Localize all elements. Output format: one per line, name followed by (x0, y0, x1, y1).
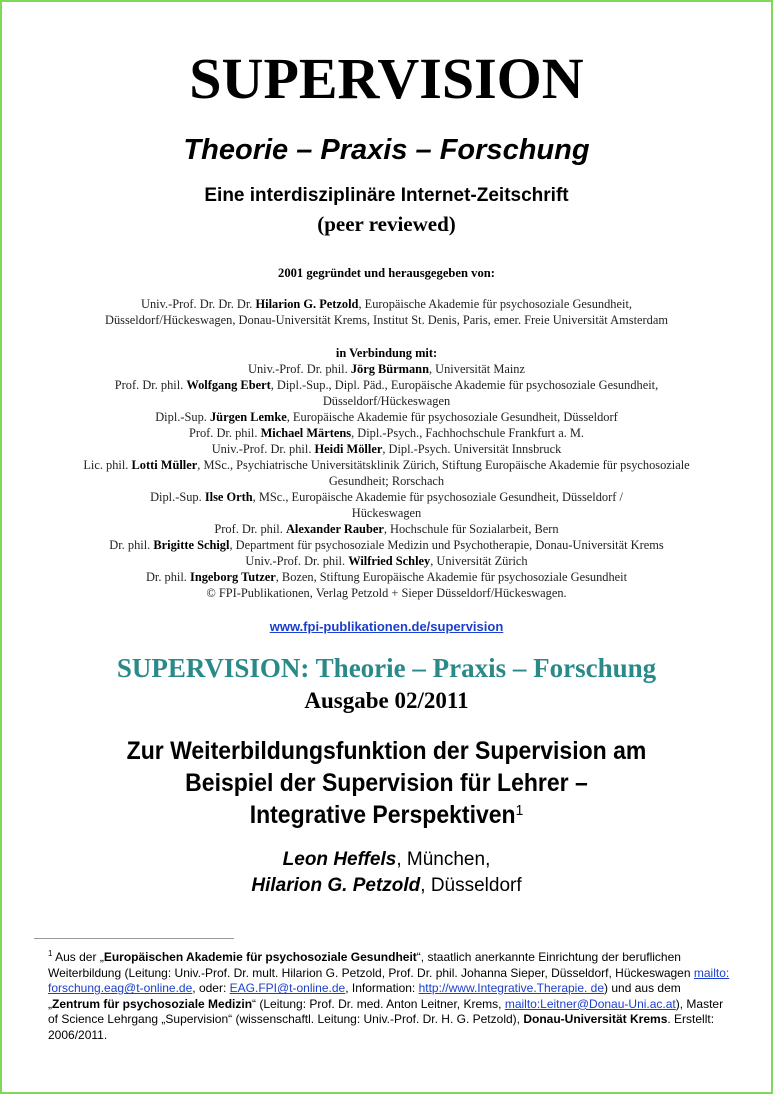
footnote-email-link[interactable]: mailto:Leitner@Donau-Uni.ac.at (504, 996, 676, 1011)
association-member (32, 553, 741, 569)
member-name: Wilfried Schley (348, 554, 431, 568)
footnote-bold: Zentrum für psychosoziale Medizin (52, 996, 253, 1011)
member-affiliation: , Dipl.-Sup., Dipl. Päd., Europäische Akademie für psychosoziale Gesundheit, (270, 378, 659, 392)
member-title: Dr. phil. (109, 538, 151, 552)
author-1 (2, 847, 771, 873)
article-title-line-1: Zur Weiterbildungsfunktion der Supervision am (126, 737, 647, 765)
member-name: Alexander Rauber (285, 522, 384, 536)
author-2-name: Hilarion G. Petzold (251, 875, 421, 896)
association-member (32, 425, 741, 441)
member-name: Ilse Orth (204, 490, 253, 504)
footnote-text: ), Master of Science Lehrgang „Supervision“ (wissenschaftl. Leitung: Univ.-Prof. Dr. H. G. Petzold), (48, 996, 724, 1027)
member-title: Univ.-Prof. Dr. phil. (248, 362, 348, 376)
editor-line-2: Düsseldorf/Hückeswagen, Donau-Universität Krems, Institut St. Denis, Paris, emer. Freie Universität Amsterdam (105, 313, 668, 327)
association-member (32, 441, 741, 457)
editor-title: Univ.-Prof. Dr. Dr. Dr. (141, 297, 253, 311)
association-member (32, 457, 741, 473)
member-title: Prof. Dr. phil. (214, 522, 283, 536)
association-member (32, 377, 741, 393)
association-heading: in Verbindung mit: (335, 346, 438, 360)
footnote-text: “, staatlich anerkannte Einrichtung der beruflichen Weiterbildung (Leitung: Univ.-Prof. Dr. mult. Hilarion G. Petzold, Prof. Dr. phil. Johanna Sieper, Düsseldorf, Hückeswagen (48, 950, 694, 980)
author-1-name: Leon Heffels (282, 849, 397, 870)
member-name: Jörg Bürmann (350, 362, 429, 376)
journal-name: SUPERVISION: Theorie – Praxis – Forschung (116, 653, 657, 683)
member-name: Michael Märtens (260, 426, 352, 440)
editor-name: Hilarion G. Petzold (255, 297, 359, 311)
member-affiliation: Hückeswagen (351, 506, 422, 520)
footnote-web-link[interactable]: http://www.Integrative.Therapie. de (418, 981, 605, 996)
footnote-text: , Information: (345, 981, 419, 996)
member-name: Wolfgang Ebert (186, 378, 271, 392)
association-member (32, 537, 741, 553)
website-link-container (2, 618, 771, 636)
member-title: Univ.-Prof. Dr. phil. (211, 442, 312, 456)
association-member (32, 361, 741, 377)
association-member (32, 521, 741, 537)
member-affiliation: , MSc., Europäische Akademie für psychosoziale Gesundheit, Düsseldorf / (252, 490, 623, 504)
editor-line (32, 296, 741, 312)
member-title: Dipl.-Sup. (155, 410, 207, 424)
member-title: Dipl.-Sup. (150, 490, 202, 504)
member-title: Prof. Dr. phil. (188, 426, 258, 440)
main-title: SUPERVISION (189, 46, 584, 111)
association-member (32, 409, 741, 425)
member-affiliation: Düsseldorf/Hückeswagen (322, 394, 451, 408)
editor-block (32, 296, 741, 328)
member-name: Heidi Möller (314, 442, 383, 456)
footnote-email-link[interactable]: mailto: forschung.eag@t-online.de (48, 965, 730, 996)
footnote-mark: 1 (48, 949, 53, 958)
subtitle: Theorie – Praxis – Forschung (183, 134, 590, 166)
association-member (32, 393, 741, 409)
authors (2, 847, 771, 899)
founded-line: 2001 gegründet und herausgegeben von: (278, 266, 495, 280)
footnote-text: , oder: (192, 981, 230, 996)
member-affiliation: © FPI-Publikationen, Verlag Petzold + Sieper Düsseldorf/Hückeswagen. (206, 586, 567, 600)
member-affiliation: , Bozen, Stiftung Europäische Akademie für psychosoziale Gesundheit (275, 570, 628, 584)
author-1-place: , München, (396, 849, 491, 870)
member-affiliation: , Europäische Akademie für psychosoziale Gesundheit, Düsseldorf (286, 410, 618, 424)
article-title (33, 735, 740, 831)
website-link[interactable]: www.fpi-publikationen.de/supervision (269, 619, 504, 634)
member-affiliation: , Dipl.-Psych. Universität Innsbruck (382, 442, 562, 456)
member-affiliation: , Department für psychosoziale Medizin und Psychotherapie, Donau-Universität Krems (229, 538, 664, 552)
footnote-text: . Erstellt: 2006/2011. (48, 1012, 715, 1042)
member-title: Lic. phil. (83, 458, 129, 472)
peer-reviewed-note: (peer reviewed) (317, 212, 456, 236)
association-list (32, 361, 741, 601)
footnote-divider (34, 938, 234, 939)
author-2 (2, 873, 771, 899)
member-title: Dr. phil. (145, 570, 187, 584)
member-affiliation: , Hochschule für Sozialarbeit, Bern (383, 522, 559, 536)
member-name: Ingeborg Tutzer (190, 570, 276, 584)
member-name: Brigitte Schigl (153, 538, 230, 552)
editor-affiliation: , Europäische Akademie für psychosoziale Gesundheit, (358, 297, 632, 311)
member-title: Univ.-Prof. Dr. phil. (245, 554, 346, 568)
member-title: Prof. Dr. phil. (114, 378, 184, 392)
footnote-bold: Europäischen Akademie für psychosoziale Gesundheit (103, 950, 417, 964)
member-affiliation: , Universität Zürich (430, 554, 528, 568)
member-affiliation: , Dipl.-Psych., Fachhochschule Frankfurt a. M. (351, 426, 585, 440)
article-title-line-2: Beispiel der Supervision für Lehrer – (185, 769, 588, 797)
footnote (48, 946, 731, 1044)
footnote-text: Aus der „ (52, 950, 104, 964)
footnote-email-link[interactable]: EAG.FPI@t-online.de (229, 981, 346, 996)
member-affiliation: Gesundheit; Rorschach (328, 474, 445, 488)
association-member (32, 473, 741, 489)
issue-label: Ausgabe 02/2011 (304, 688, 469, 713)
association-member (32, 505, 741, 521)
footnote-reference[interactable]: 1 (515, 802, 524, 819)
member-name: Lotti Müller (131, 458, 198, 472)
association-member (32, 585, 741, 601)
journal-type: Eine interdisziplinäre Internet-Zeitschrift (204, 185, 569, 206)
article-title-line-3 (33, 799, 740, 831)
member-affiliation: , MSc., Psychiatrische Universitätsklinik Zürich, Stiftung Europäische Akademie für psychosoziale (197, 458, 690, 472)
footnote-text: “ (Leitung: Prof. Dr. med. Anton Leitner, Krems, (252, 996, 505, 1011)
author-2-place: , Düsseldorf (420, 875, 522, 896)
footnote-text: ) und aus dem „ (48, 981, 681, 1011)
association-member (32, 489, 741, 505)
member-name: Jürgen Lemke (209, 410, 287, 424)
association-member (32, 569, 741, 585)
footnote-bold: Donau-Universität Krems (523, 1012, 668, 1027)
article-title-text-3: Integrative Perspektiven (249, 801, 516, 829)
member-affiliation: , Universität Mainz (428, 362, 525, 376)
